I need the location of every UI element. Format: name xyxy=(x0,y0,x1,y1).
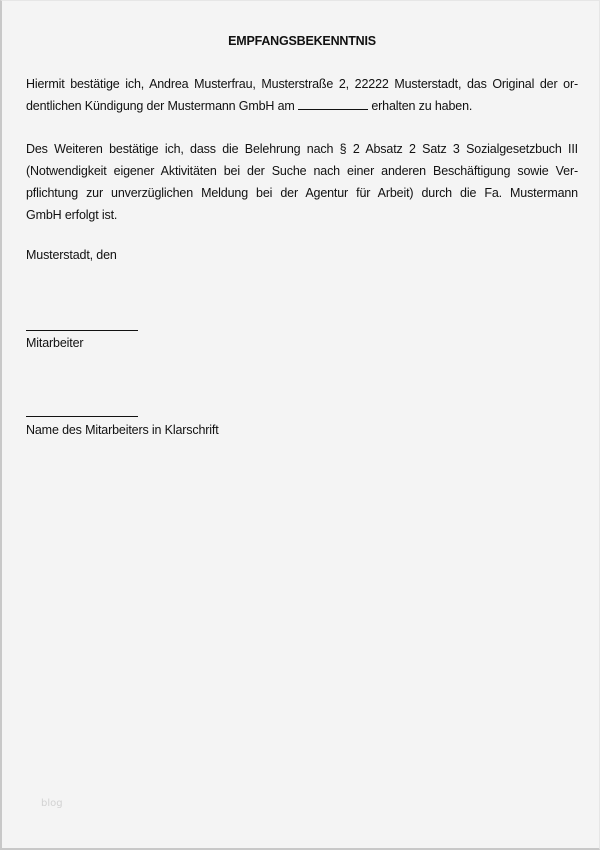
paragraph-line: (Notwendigkeit eigener Aktivitäten bei der Suche nach einer anderen Beschäftigung sowie Ver- xyxy=(26,164,578,178)
paragraph-line: pflichtung zur unverzüglichen Meldung bei der Agentur für Arbeit) durch die Fa. Mustermann xyxy=(26,186,578,200)
place-date-label: Musterstadt, den xyxy=(26,248,117,262)
paragraph-line: Des Weiteren bestätige ich, dass die Belehrung nach § 2 Absatz 2 Satz 3 Sozialgesetzbuch III xyxy=(26,142,578,156)
paragraph-text: dentlichen Kündigung der Mustermann GmbH am xyxy=(26,99,299,113)
paragraph-line xyxy=(26,95,578,117)
employee-signature-label: Mitarbeiter xyxy=(26,336,84,350)
employee-signature-line[interactable] xyxy=(26,330,138,331)
document-title: EMPFANGSBEKENNTNIS xyxy=(228,34,376,48)
instruction-paragraph xyxy=(26,138,578,226)
paragraph-line: Hiermit bestätige ich, Andrea Musterfrau, Musterstraße 2, 22222 Musterstadt, das Original der or- xyxy=(26,77,578,91)
paragraph-line: GmbH erfolgt ist. xyxy=(26,208,118,222)
watermark: blog xyxy=(41,798,63,809)
printed-name-label: Name des Mitarbeiters in Klarschrift xyxy=(26,423,219,437)
printed-name-line[interactable] xyxy=(26,416,138,417)
confirmation-paragraph xyxy=(26,73,578,117)
date-blank-field[interactable] xyxy=(298,98,368,110)
paragraph-text: erhalten zu haben. xyxy=(368,99,473,113)
